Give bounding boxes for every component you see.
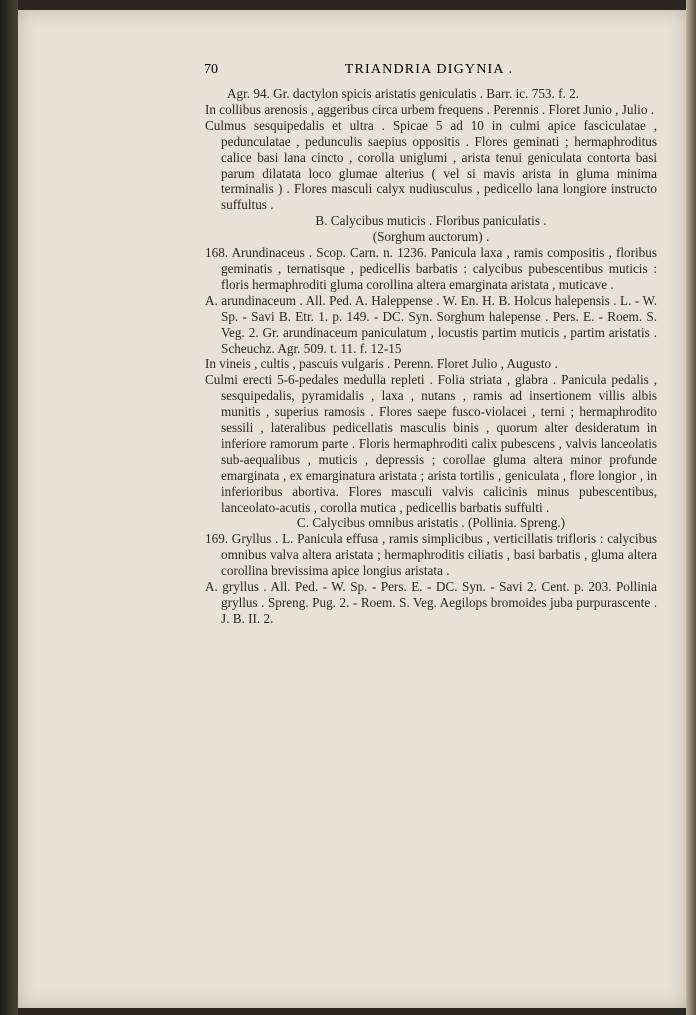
species-169: 169. Gryllus . L. Panicula effusa , ramis simplicibus , verticillatis trifloris : calycibus omnibus valva altera aristata ; hermaphroditis ciliatis , basi barbatis , gluma altera corollina brevissima apice longius aristata . — [205, 531, 657, 579]
page-edge — [686, 0, 696, 1015]
body-text — [205, 86, 657, 627]
paragraph-description-168: Culmi erecti 5-6-pedales medulla repleti . Folia striata , glabra . Panicula pedalis , sesquipedalis, pyramidalis , laxa , nutans , ramis ad insertionem villis albis munitis , superius ramosis . Flores saepe fusco-violacei , terni ; hermaphrodito sessili , lateralibus pedicellatis masculis binis , quorum alter desideratum in inferiore ramorum parte . Floris hermaphroditi calix pubescens , valvis lanceolatis sub-aequalibus , muticis , depressis ; corollae gluma altera minor profunde emarginata , ex emarginatura aristata ; arista tortilis , geniculata , flore longior , in inferioribus abortiva. Flores masculi valvis calicinis minus pubescentibus, lanceolato-acutis , corolla mutica , pedicellis barbatis suffulti . — [205, 372, 657, 515]
running-title: TRIANDRIA DIGYNIA . — [344, 62, 514, 77]
paragraph-synonyms-168: A. arundinaceum . All. Ped. A. Haleppense . W. En. H. B. Holcus halepensis . L. - W. Sp. - Savi B. Etr. 1. p. 149. - DC. Syn. Sorghum halepense . Pers. E. - Roem. S. Veg. 2. Gr. arundinaceum paniculatum , locustis partim muticis , partim aristatis . Scheuchz. Agr. 509. t. 11. f. 12-15 — [205, 292, 657, 356]
paragraph-habitat: In collibus arenosis , aggeribus circa urbem frequens . Perennis . Floret Junio , Julio . — [205, 101, 655, 117]
page-number: 70 — [204, 62, 218, 77]
section-subheading-sorghum: (Sorghum auctorum) . — [372, 229, 490, 245]
page-header — [204, 62, 654, 80]
paragraph-habitat-168: In vineis , cultis , pascuis vulgaris . Perenn. Floret Julio , Augusto . — [205, 356, 558, 372]
section-heading-c: C. Calycibus omnibus aristatis . (Pollinia. Spreng.) — [296, 515, 566, 531]
paragraph-synonyms-169: A. gryllus . All. Ped. - W. Sp. - Pers. E. - DC. Syn. - Savi 2. Cent. p. 203. Pollinia gryllus . Spreng. Pug. 2. - Roem. S. Veg. Aegilops bromoides juba purpurascente . J. B. II. 2. — [205, 579, 657, 626]
book-spine — [0, 0, 18, 1015]
species-168: 168. Arundinaceus . Scop. Carn. n. 1236. Panicula laxa , ramis compositis , floribus geminatis , ternatisque , pedicellis barbatis : calycibus pubescentibus muticis : floris hermaphroditi gluma corollina altera emarginata aristata , muticave . — [205, 245, 657, 292]
paragraph-description: Culmus sesquipedalis et ultra . Spicae 5 ad 10 in culmi apice fasciculatae , pedunculatae , pedunculis saepius oppositis . Flores geminati ; hermaphroditus calice basi lana cincto , corolla uniglumi , arista tenui geniculata contorta basi parum dilatata loco glumae alterius ( vel si mavis arista in gluma minima terminalis ) . Flores masculi calyx nudiusculus , pedicello lana longiore instructo suffultus . — [205, 117, 657, 213]
paragraph-synonym-ref: Agr. 94. Gr. dactylon spicis aristatis geniculatis . Barr. ic. 753. f. 2. — [227, 86, 579, 101]
section-heading-b: B. Calycibus muticis . Floribus paniculatis . — [315, 213, 547, 229]
